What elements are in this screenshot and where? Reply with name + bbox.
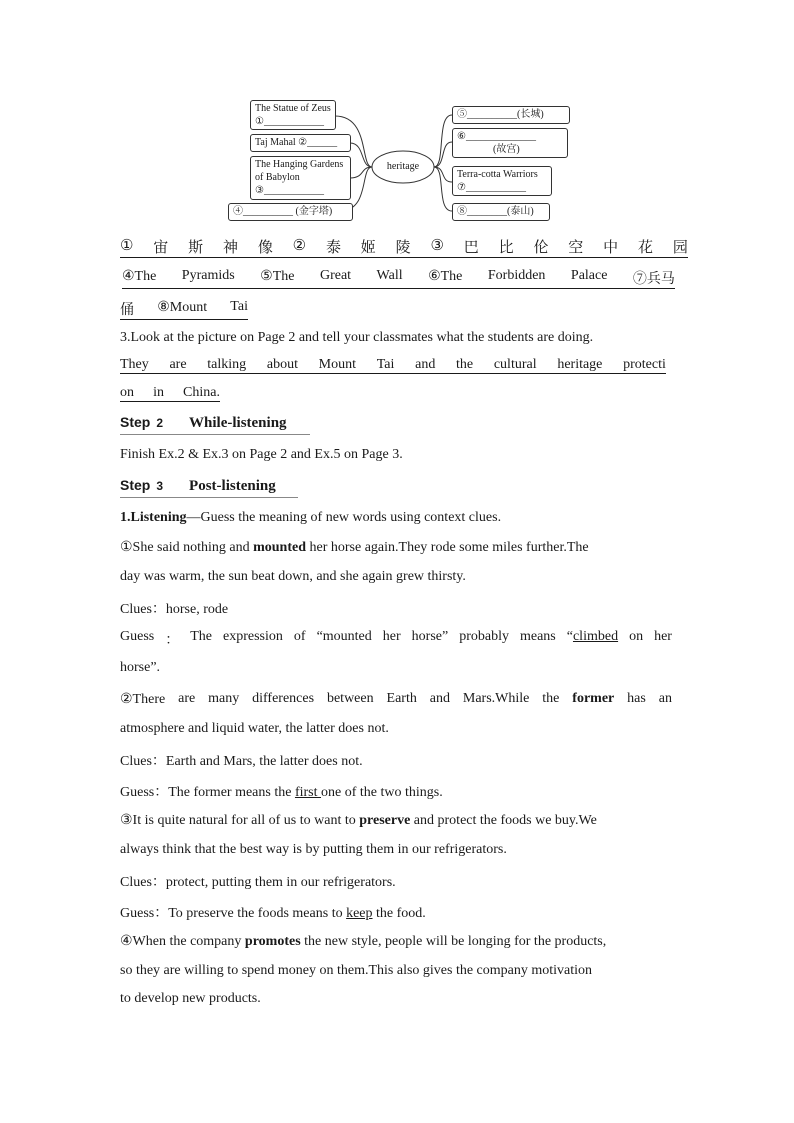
answer-keep: keep xyxy=(346,906,373,921)
step-2-heading: Step 2 While-listening xyxy=(120,414,310,435)
answer-first: first xyxy=(294,785,322,800)
box-pyramids: ④__________ (金字塔) xyxy=(228,203,353,221)
step-3-heading: Step 3 Post-listening xyxy=(120,477,298,498)
answer-row-2: ④The Pyramids ⑤The Great Wall ⑥The Forbidden Palace ⑦兵马 xyxy=(122,268,675,287)
box-statue-of-zeus: The Statue of Zeus ①____________ xyxy=(250,100,336,130)
item-2-clues: Clues：Earth and Mars, the latter does not. xyxy=(120,754,363,769)
answer-climbed: climbed xyxy=(572,629,619,644)
item-2-line-2: atmosphere and liquid water, the latter does not. xyxy=(120,721,389,736)
item-3-clues: Clues：protect, putting them in our refrigerators. xyxy=(120,875,396,890)
box-hanging-gardens: The Hanging Gardens of Babylon ③____________ xyxy=(250,156,351,200)
box-taj-mahal: Taj Mahal ②______ xyxy=(250,134,351,152)
item-3-guess: Guess：To preserve the foods means to keep the food. xyxy=(120,906,426,921)
q3-prompt: 3.Look at the picture on Page 2 and tell your classmates what the students are doing. xyxy=(120,330,594,345)
box-terracotta-warriors: Terra-cotta Warriors ⑦____________ xyxy=(452,166,552,196)
item-1-line-1: ①She said nothing and mounted her horse again.They rode some miles further.The xyxy=(120,540,589,555)
item-2-line-1: ②There are many differences between Earth and Mars.While the former has an xyxy=(120,691,672,707)
item-1-guess-line-2: horse”. xyxy=(120,660,161,675)
box-forbidden-palace: ⑥______________ (故宫) xyxy=(452,128,568,158)
q3-answer-line-1: They are talking about Mount Tai and the cultural heritage protecti xyxy=(120,357,666,372)
item-3-line-1: ③It is quite natural for all of us to want to preserve and protect the foods we buy.We xyxy=(120,813,597,828)
item-3-line-2: always think that the best way is by putting them in our refrigerators. xyxy=(120,842,507,857)
answer-row-1: ① 宙 斯 神 像 ② 泰 姬 陵 ③ 巴 比 伦 空 中 花 园 xyxy=(120,238,688,256)
step-2-text: Finish Ex.2 & Ex.3 on Page 2 and Ex.5 on Page 3. xyxy=(120,447,403,462)
heritage-mind-map xyxy=(220,96,580,224)
item-4-line-2: so they are willing to spend money on them.This also gives the company motivation xyxy=(120,963,593,978)
item-1-clues: Clues：horse, rode xyxy=(120,602,229,617)
box-great-wall: ⑤__________(长城) xyxy=(452,106,570,124)
item-2-guess: Guess：The former means the first one of the two things. xyxy=(120,785,443,800)
box-mount-tai: ⑧________(泰山) xyxy=(452,203,550,221)
item-1-line-2: day was warm, the sun beat down, and she again grew thirsty. xyxy=(120,569,466,584)
q3-answer-line-2: on in China. xyxy=(120,385,220,400)
item-1-guess-line-1: Guess ： The expression of “mounted her horse” probably means “ climbed on her xyxy=(120,629,672,648)
item-4-line-3: to develop new products. xyxy=(120,991,261,1006)
item-4-line-1: ④When the company promotes the new style, people will be longing for the products, xyxy=(120,934,607,949)
listening-heading: 1.Listening—Guess the meaning of new words using context clues. xyxy=(120,510,502,525)
answer-row-3: 俑 ⑧Mount Tai xyxy=(120,299,248,318)
mind-map-center: heritage xyxy=(386,161,420,172)
